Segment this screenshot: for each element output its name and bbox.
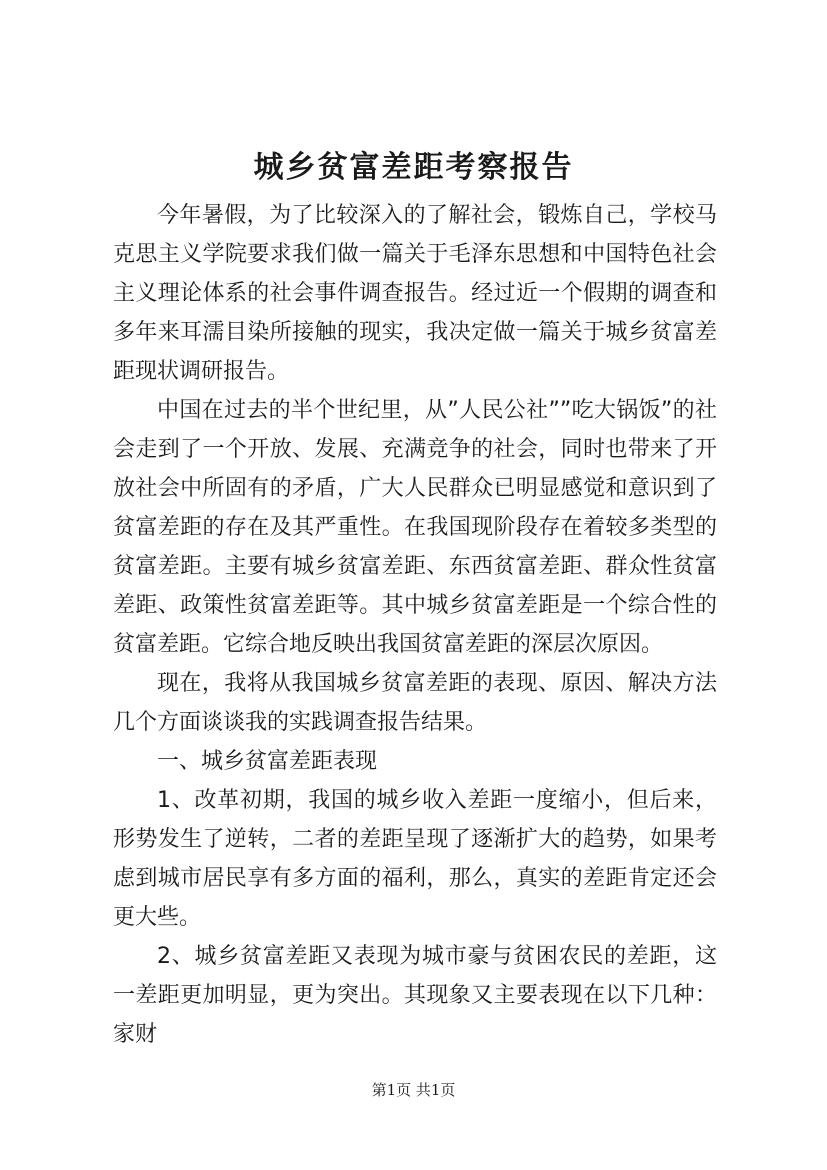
paragraph-background: 中国在过去的半个世纪里，从”人民公社””吃大锅饭”的社会走到了一个开放、发展、充满竞争的社会，同时也带来了开放社会中所固有的矛盾，广大人民群众已明显感觉和意识到了贫富差距的存在及其严重性。在我国现阶段存在着较多类型的贫富差距。主要有城乡贫富差距、东西贫富差距、群众性贫富差距、政策性贫富差距等。其中城乡贫富差距是一个综合性的贫富差距。它综合地反映出我国贫富差距的深层次原因。	[113, 398, 717, 657]
document-body	[113, 196, 717, 1054]
paragraph-point-2: 2、城乡贫富差距又表现为城市豪与贫困农民的差距，这一差距更加明显，更为突出。其现象又主要表现在以下几种：家财	[113, 944, 717, 1047]
paragraph-outline: 现在，我将从我国城乡贫富差距的表现、原因、解决方法几个方面谈谈我的实践调查报告结果。	[113, 671, 717, 735]
paragraph-intro: 今年暑假，为了比较深入的了解社会，锻炼自己，学校马克思主义学院要求我们做一篇关于毛泽东思想和中国特色社会主义理论体系的社会事件调查报告。经过近一个假期的调查和多年来耳濡目染所接触的现实，我决定做一篇关于城乡贫富差距现状调研报告。	[113, 203, 717, 384]
document-title: 城乡贫富差距考察报告	[253, 150, 574, 185]
page-footer: 第1页 共1页	[371, 1081, 456, 1099]
section-heading: 一、城乡贫富差距表现	[157, 749, 378, 774]
paragraph-point-1: 1、改革初期，我国的城乡收入差距一度缩小，但后来，形势发生了逆转，二者的差距呈现了逐渐扩大的趋势，如果考虑到城市居民享有多方面的福利，那么，真实的差距肯定还会更大些。	[113, 788, 717, 930]
